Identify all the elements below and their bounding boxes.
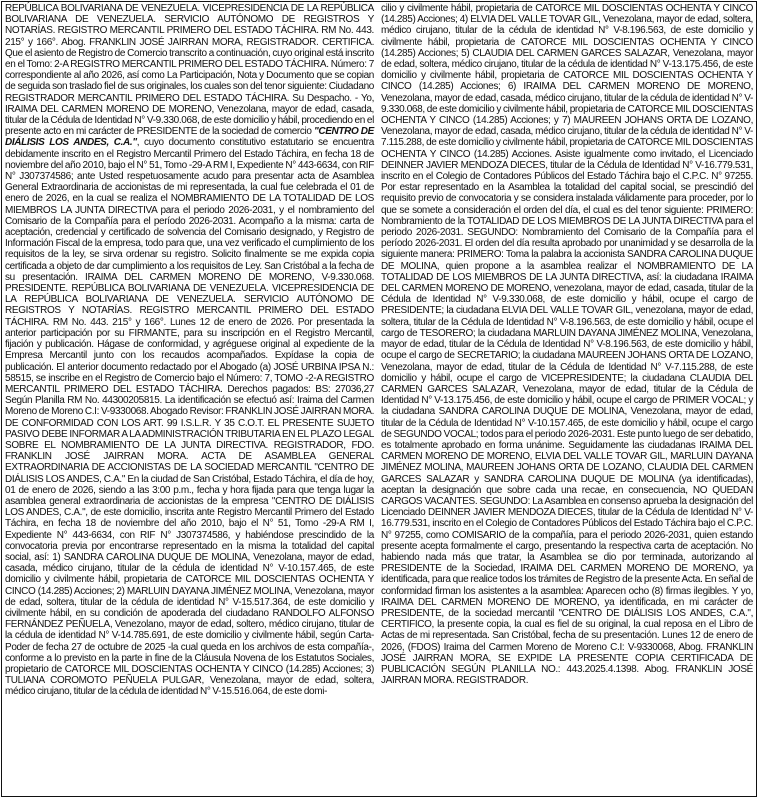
left-column (2, 2, 377, 796)
notice-text-part-2: , cuyo documento constitutivo estatutario se encuentra debidamente inscrito en el Registro Mercantil Primero del Estado Táchira, en fecha 18 de noviembre del año 2010, bajo el N° 51, Tomo -29-A RM I, Expediente N° 443-6634, con RIF N° J307374586; ante Usted respetuosamente acudo para presentar acta de Asamblea General Extraordinaria de accionistas de mi representada, la cual fue celebrada el 01 de enero de 2026, en la cual se realiza el NOMBRAMIENTO DE LA TOTALIDAD DE LOS MIEMBROS LA JUNTA DIRECTIVA para el periodo 2026-2031, y el nombramiento del Comisario de la Compañía para el período 2026-2031. Acompaño a la misma: carta de aceptación, credencial y certificado de solvencia del Comisario designado, y Registro de Información Fiscal de la empresa, todo para que, una vez verificado el cumplimiento de los requisitos de la ley, se sirva ordenar su registro. Solicito finalmente se me expida copia certificada a objeto de dar cumplimiento a los requisitos de Ley. San Cristóbal a la fecha de su presentación. IRAIMA DEL CARMEN MORENO DE MORENO, V-9.330.068. PRESIDENTE. REPÚBLICA BOLIVARIANA DE VENEZUELA. VICEPRESIDENCIA DE LA REPÚBLICA BOLIVARIANA DE VENEZUELA. SERVICIO AUTÓNOMO DE REGISTROS Y NOTARÍAS. REGISTRO MERCANTIL PRIMERO DEL ESTADO TÁCHIRA. RM No. 443. 215° y 166°. Lunes 12 de enero de 2026. Por presentada la anterior participación por su FIRMANTE, para su inscripción en el Registro Mercantil, fijación y publicación. Hágase de conformidad, y agréguese original al expediente de la Empresa Mercantil junto con los recaudos acompañados. Expídase la copia de publicación. El anterior documento redactado por el Abogado (a) JOSÉ URBINA IPSA N.: 58515, se inscribe en el Registro de Comercio bajo el Número: 7, TOMO -2-A REGISTRO MERCANTIL PRIMERO DEL ESTADO TÁCHIRA. Derechos pagados: BS: 27036,27 Según Planilla RM No. 44300205815. La identificación se efectuó así: Iraima del Carmen Moreno de Moreno C.I: V-9330068. Abogado Revisor: FRANKLIN JOSÉ JAIRRAN MORA. DE CONFORMIDAD CON LOS ART. 99 I.S.L.R. Y 35 C.O.T. EL PRESENTE SUJETO PASIVO DEBE INFORMAR A LA ADMINISTRACIÓN TRIBUTARIA EN EL PLAZO LEGAL SOBRE EL NOMBRAMIENTO DE LA JUNTA DIRECTIVA. REGISTRADOR, FDO. FRANKLIN JOSÉ JAIRRAN MORA. ACTA DE ASAMBLEA GENERAL EXTRAORDINARIA DE ACCIONISTAS DE LA SOCIEDAD MERCANTIL "CENTRO DE DIÁLISIS LOS ANDES, C.A." En la ciudad de San Cristóbal, Estado Táchira, el día de hoy, 01 de enero de 2026, siendo a las 3:00 p.m., fecha y hora fijada para que tenga lugar la asamblea general extraordinaria de accionistas de la empresa "CENTRO DE DIÁLISIS LOS ANDES, C.A.", de este domicilio, inscrita ante Registro Mercantil Primero del Estado Táchira, en fecha 18 de noviembre del año 2010, bajo el N° 51, Tomo -29-A RM I, Expediente N° 443-6634, con RIF N° J307374586, y habiéndose prescindido de la convocatoria previa por encontrarse representado en la misma la totalidad del capital social, así: 1) SANDRA CAROLINA DUQUE DE MOLINA, Venezolana, mayor de edad, casada, médico cirujano, titular de la cédula de identidad N° V-10.157.465, de este domicilio y civilmente hábil, propietaria de CATORCE MIL DOSCIENTAS OCHENTA Y CINCO (14.285) Acciones; 2) MARLUIN DAYANA JIMÉNEZ MOLINA, Venezolana, mayor de edad, soltera, titular de la cédula de identidad N° V-15.517.364, de este domicilio y civilmente hábil, en su condición de apoderada del ciudadano RANDOLFO ALFONSO FERNÁNDEZ PEÑUELA, Venezolano, mayor de edad, soltero, médico cirujano, titular de la cédula de identidad N° V-14.785.691, de este domicilio y civilmente hábil, según Carta-Poder de fecha 27 de octubre de 2025 -la cual queda en los archivos de esta compañía-, conforme a lo previsto en la parte in fine de la Cláusula Novena de los Estatutos Sociales, propietario de CATORCE MIL DOSCIENTAS OCHENTA Y CINCO (14.285) Acciones; 3) TULIANA COROMOTO PEÑUELA PULGAR, Venezolana, mayor de edad, soltera, médico cirujano, titular de la cédula de identidad N° V-15.516.064, de este domi- (5, 137, 374, 698)
legal-notice (1, 1, 757, 797)
notice-text-left (5, 3, 374, 698)
notice-text-right: cilio y civilmente hábil, propietaria de CATORCE MIL DOSCIENTAS OCHENTA Y CINCO (14.285) Acciones; 4) ELVIA DEL VALLE TOVAR GIL, Venezolana, mayor de edad, soltera, médico cirujano, titular de la cédula de identidad N° V-8.196.563, de este domicilio y civilmente hábil, propietaria de CATORCE MIL DOSCIENTAS OCHENTA Y CINCO (14.285) Acciones; 5) CLAUDIA DEL CARMEN GARCES SALAZAR, Venezolana, mayor de edad, soltera, médico cirujano, titular de la cédula de identidad N° V-13.175.456, de este domicilio y civilmente hábil, propietaria de CATORCE MIL DOSCIENTAS OCHENTA Y CINCO (14.285) Acciones; 6) IRAIMA DEL CARMEN MORENO DE MORENO, Venezolana, mayor de edad, casada, médico cirujano, titular de la cédula de identidad N° V-9.330.068, de este domicilio y civilmente hábil, propietaria de CATORCE MIL DOSCIENTAS OCHENTA Y CINCO (14.285) Acciones; y 7) MAUREEN JOHANS ORTA DE LOZANO, Venezolana, mayor de edad, casada, médico cirujano, titular de la cédula de identidad N° V-7.115.288, de este domicilio y civilmente hábil, propietaria de CATORCE MIL DOSCIENTAS OCHENTA Y CINCO (14.285) Acciones. Asiste igualmente como invitado, el Licenciado DEINNER JAVIER MENDOZA DIECES, titular de la Cédula de Identidad N° V-16.779.531, inscrito en el Colegio de Contadores Públicos del Estado Táchira bajo el C.P.C. N° 97255. Por estar representado en la Asamblea la totalidad del capital social, se prescindió del requisito previo de convocatoria y se considera instalada válidamente para proceder, por lo que se somete a consideración el orden del día, el cual es del tenor siguiente: PRIMERO: Nombramiento de la TOTALIDAD DE LOS MIEMBROS DE LA JUNTA DIRECTIVA para el periodo 2026-2031. SEGUNDO: Nombramiento del Comisario de la Compañía para el período 2026-2031. El orden del día resulta aprobado por unanimidad y se desarrolla de la siguiente manera: PRIMERO: Toma la palabra la accionista SANDRA CAROLINA DUQUE DE MOLINA, quien propone a la asamblea realizar el NOMBRAMIENTO DE LA TOTALIDAD DE LOS MIEMBROS DE LA JUNTA DIRECTIVA, así: la ciudadana IRAIMA DEL CARMEN MORENO DE MORENO, venezolana, mayor de edad, casada, titular de la Cédula de Identidad N° V-9.330.068, de este domicilio y hábil, ocupe el cargo de PRESIDENTE; la ciudadana ELVIA DEL VALLE TOVAR GIL, venezolana, mayor de edad, soltera, titular de la Cédula de Identidad N° V-8.196.563, de este domicilio y hábil, ocupe el cargo de TESORERO; la ciudadana MARLUIN DAYANA JIMÉNEZ MOLINA, Venezolana, mayor de edad, titular de la Cédula de Identidad N° V-8.196.563, de este domicilio y hábil, ocupe el cargo de SECRETARIO; la ciudadana MAUREEN JOHANS ORTA DE LOZANO, Venezolana, mayor de edad, titular de la Cédula de Identidad N° V-7.115.288, de este domicilio y hábil, ocupe el cargo de VICEPRESIDENTE; la ciudadana CLAUDIA DEL CARMEN GARCES SALAZAR, Venezolana, mayor de edad, titular de la Cédula de Identidad N° V-13.175.456, de este domicilio y hábil, ocupe el cargo de PRIMER VOCAL; y la ciudadana SANDRA CAROLINA DUQUE DE MOLINA, Venezolana, mayor de edad, titular de la Cédula de Identidad N° V-10.157.465, de este domicilio y hábil, ocupe el cargo de SEGUNDO VOCAL; todos para el periodo 2026-2031. Este punto luego de ser debatido, es totalmente aprobado en forma unánime. Seguidamente las ciudadanas IRAIMA DEL CARMEN MORENO DE MORENO, ELVIA DEL VALLE TOVAR GIL, MARLUIN DAYANA JIMÉNEZ MOLINA, MAUREEN JOHANS ORTA DE LOZANO, CLAUDIA DEL CARMEN GARCES SALAZAR y SANDRA CAROLINA DUQUE DE MOLINA (ya identificadas), aceptan la designación que sobre cada una recae, en consecuencia, NO QUEDAN CARGOS VACANTES. SEGUNDO: La Asamblea en consenso aprueba la designación del Licenciado DEINNER JAVIER MENDOZA DIECES, titular de la Cédula de Identidad N° V-16.779.531, inscrito en el Colegio de Contadores Públicos del Estado Táchira bajo el C.P.C. N° 97255, como COMISARIO de la compañía, para el periodo 2026-2031, quien estando presente acepta formalmente el cargo, presentando la respectiva carta de aceptación. No habiendo nada más que tratar, la Asamblea se dio por terminada, autorizando al PRESIDENTE de la Sociedad, IRAIMA DEL CARMEN MORENO DE MORENO, ya identificada, para que realice todos los trámites de Registro de la presente Acta. En señal de conformidad firman los asistentes a la asamblea: Aparecen ocho (8) firmas ilegibles. Y yo, IRAIMA DEL CARMEN MORENO DE MORENO, ya identificada, en mi carácter de PRESIDENTE, de la sociedad mercantil "CENTRO DE DIÁLISIS LOS ANDES, C.A.", CERTIFICO, la presente copia, la cual es fiel de su original, la cual reposa en el Libro de Actas de mi representada. San Cristóbal, fecha de su presentación. Lunes 12 de enero de 2026, (FDOS) Iraima del Carmen Moreno de Moreno C.I: V-9330068, Abog. FRANKLIN JOSÉ JAIRRAN MORA, SE EXPIDE LA PRESENTE COPIA CERTIFICADA DE PUBLICACIÓN SEGÚN PLANILLA NO.: 443.2025.4.1398. Abog. FRANKLIN JOSÉ JAIRRAN MORA. REGISTRADOR. (381, 3, 753, 687)
company-name-emphasis: "CENTRO DE DIÁLISIS LOS ANDES, C.A." (5, 126, 374, 149)
right-column (378, 2, 756, 796)
notice-text-part-1: REPÚBLICA BOLIVARIANA DE VENEZUELA. VICEPRESIDENCIA DE LA REPÚBLICA BOLIVARIANA DE VENEZUELA. SERVICIO AUTÓNOMO DE REGISTROS Y NOTARÍAS. REGISTRO MERCANTIL PRIMERO DEL ESTADO TÁCHIRA. RM No. 443. 215° y 166°. Abog. FRANKLIN JOSÉ JAIRRAN MORA, REGISTRADOR. CERTIFICA. Que el asiento de Registro de Comercio transcrito a continuación, cuyo original está inscrito en el Tomo: 2-A REGISTRO MERCANTIL PRIMERO DEL ESTADO TÁCHIRA. Número: 7 correspondiente al año 2026, así como La Participación, Nota y Documento que se copian de seguida son traslado fiel de sus originales, los cuales son del tenor siguiente: Ciudadano REGISTRADOR MERCANTIL PRIMERO DEL ESTADO TÁCHIRA. Su Despacho. - Yo, IRAIMA DEL CARMEN MORENO DE MORENO, Venezolana, mayor de edad, casada, titular de la Cédula de Identidad N° V-9.330.068, de este domicilio y hábil, procediendo en el presente acto en mi carácter de PRESIDENTE de la sociedad de comercio (5, 3, 374, 138)
